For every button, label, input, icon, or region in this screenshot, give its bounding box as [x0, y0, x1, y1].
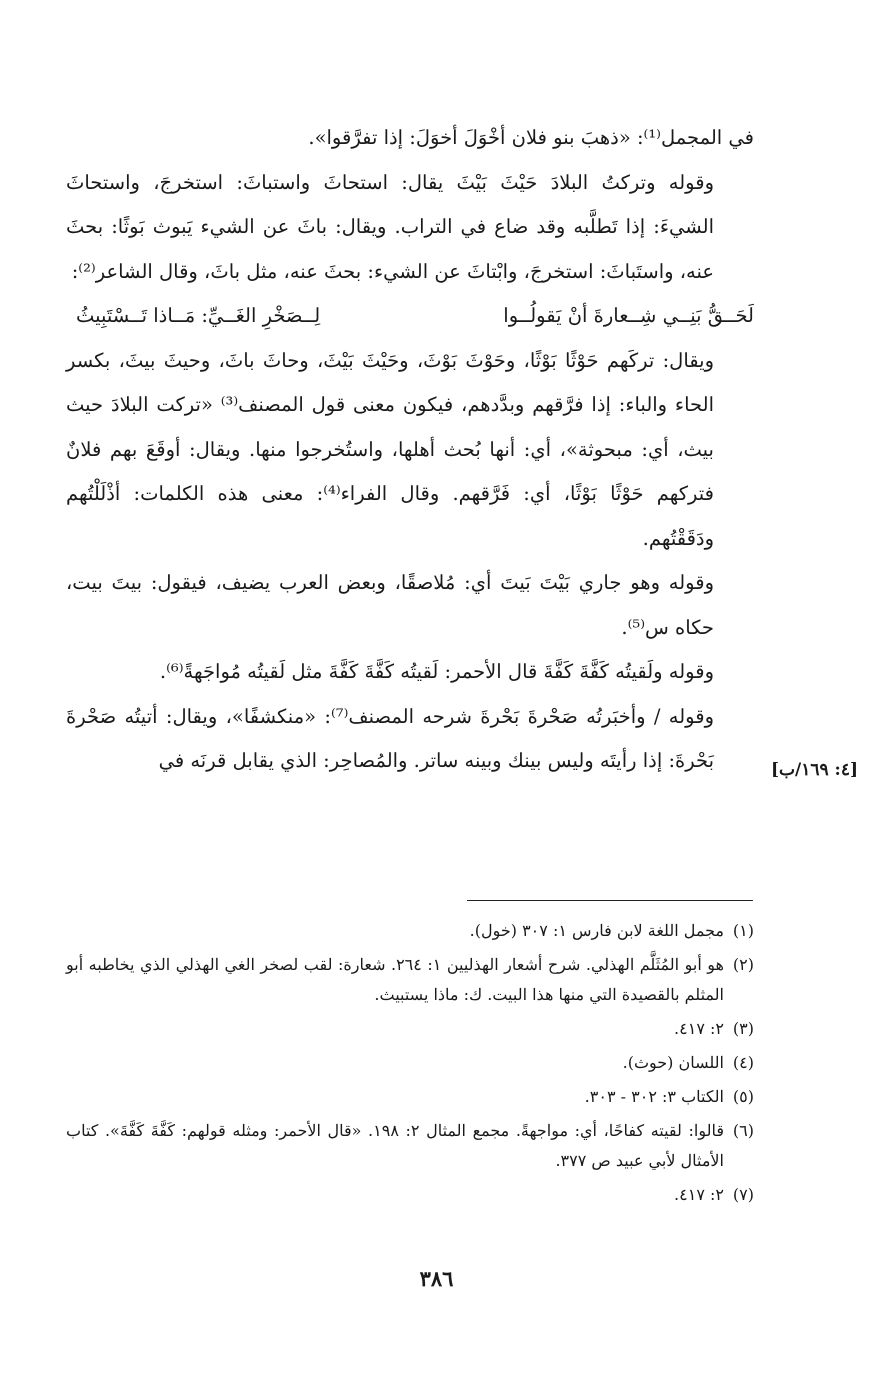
paragraph: وقوله وهو جاري بَيْتَ بَيتَ أي: مُلاصقًا، وبعض العرب يضيف، فيقول: بيتَ بيت، حكاه س⁽⁵⁾. [66, 571, 714, 639]
verse-hemistich-right: لَحَــقُّ بَنِــي شِــعارةَ أنْ يَقولُــوا [503, 304, 754, 327]
footnote-text: اللسان (حوث). [622, 1053, 724, 1072]
manuscript-folio-note: [٤: ١٦٩/ب] [770, 760, 858, 780]
footnote-number: (٦) [732, 1121, 754, 1140]
footnote [66, 1048, 754, 1078]
footnote-number: (٢) [732, 955, 754, 974]
footnote [66, 1116, 754, 1176]
footnote [66, 1014, 754, 1044]
footnote-text: ٢: ٤١٧. [674, 1019, 724, 1038]
footnote-separator [467, 900, 753, 901]
footnote-number: (٣) [732, 1019, 754, 1038]
footnote-number: (٤) [732, 1053, 754, 1072]
footnote [66, 1082, 754, 1112]
poetry-verse [66, 294, 754, 339]
footnote-number: (١) [732, 921, 754, 940]
footnote-text: هو أبو المُثَلَّم الهذلي. شرح أشعار الهذليين ١: ٢٦٤. شعارة: لقب لصخر الغي الهذلي الذي يخاطبه أبو المثلم بالقصيدة التي منها هذا البيت. ك: ماذا يستبيث. [66, 955, 724, 1004]
page-number: ٣٨٦ [419, 1266, 454, 1291]
footnote [66, 950, 754, 1010]
footnote [66, 1180, 754, 1210]
footnote [66, 916, 754, 946]
verse-hemistich-left: لِــصَخْرِ الغَــيِّ: مَــاذا تَــسْتَبِيثُ [76, 304, 321, 327]
paragraph: وقوله وتركتُ البلادَ حَيْثَ بَيْثَ يقال: استحاثَ واستباثَ: استخرجَ، واستحاثَ الشيءَ: إذا تَطلَّبه وقد ضاع في التراب. ويقال: باثَ عن الشيء يَبوث بَوثًا: بحثَ عنه، واستَباثَ: استخرجَ، وابْتاثَ عن الشيء: بحثَ عنه، مثل باثَ، وقال الشاعر⁽²⁾: [66, 170, 714, 283]
paragraph: ويقال: تركَهم حَوْثًا بَوْثًا، وحَوْثَ بَوْثَ، وحَيْثَ بَيْثَ، وحاثَ باثَ، وحيثَ بيثَ، بكسر الحاء والباء: إذا فرَّقهم وبدَّدهم، فيكون معنى قول المصنف⁽³⁾ «تركت البلادَ حيث بيث، أي: مبحوثة»، أي: أنها بُحث أهلها، واستُخرجوا منها. ويقال: أوقَعَ بهم فلانٌ فتركهم حَوْثًا بَوْثًا، أي: فَرَّقهم. وقال الفراء⁽⁴⁾: معنى هذه الكلمات: أذْلَلْتُهم ودَقَقْتُهم. [66, 348, 715, 550]
paragraph: في المجمل⁽¹⁾: «ذهبَ بنو فلان أخْوَلَ أخوَلَ: إذا تفرَّقوا». [308, 126, 754, 149]
paragraph: وقوله / وأخبَرتُه صَحْرةَ بَحْرةَ شرحه المصنف⁽⁷⁾: «منكشفًا»، ويقال: أتيتُه صَحْرةَ بَحْرةَ: إذا رأيتَه وليس بينك وبينه ساتر. والمُصاحِر: الذي يقابل قرنَه في [66, 704, 714, 772]
footnote-text: مجمل اللغة لابن فارس ١: ٣٠٧ (خول). [469, 921, 724, 940]
footnote-number: (٧) [732, 1185, 754, 1204]
footnote-text: ٢: ٤١٧. [674, 1185, 724, 1204]
footnotes [66, 916, 754, 1214]
footnote-text: قالوا: لقيته كفاحًا، أي: مواجهةً. مجمع المثال ٢: ١٩٨. «قال الأحمر: ومثله قولهم: كَفَّةَ كَفَّةَ». كتاب الأمثال لأبي عبيد ص ٣٧٧. [66, 1121, 724, 1170]
paragraph: وقوله ولَقيتُه كَفَّةَ كَفَّةَ قال الأحمر: لَقيتُه كَفَّةَ كَفَّةَ مثل لَقيتُه مُواجَهةً⁽⁶⁾. [159, 660, 714, 683]
footnote-text: الكتاب ٣: ٣٠٢ - ٣٠٣. [584, 1087, 724, 1106]
footnote-number: (٥) [732, 1087, 754, 1106]
main-text [66, 116, 754, 784]
